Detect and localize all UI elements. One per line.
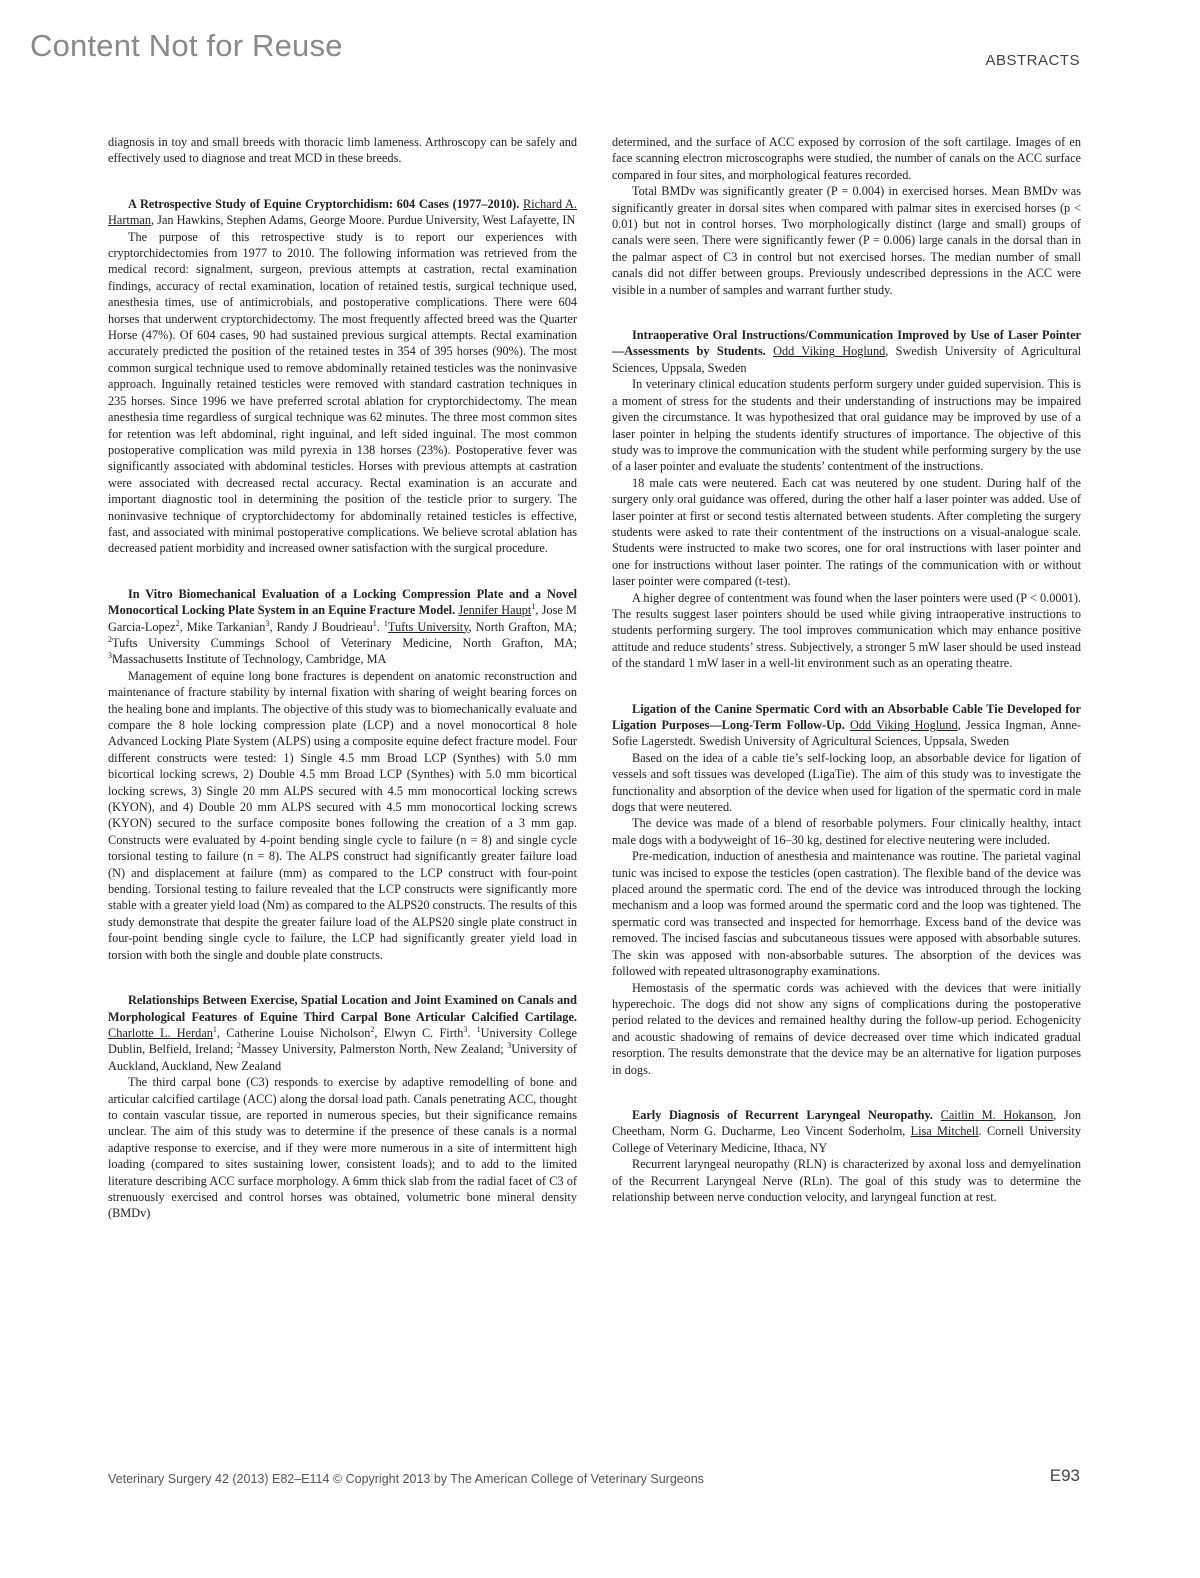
affiliation-name: Tufts University [387,619,469,634]
author-list: Tufts University Cummings School of Veterinary Medicine, North Grafton, MA; [112,635,577,650]
abstract-paragraph: The purpose of this retrospective study is to report our experiences with cryptorchidectomies from 1977 to 2010. The following information was retrieved from the medical record: signalment, surgeon, previous attempts at castration, rectal examination findings, accuracy of rectal examination, location of retained testis, surgical technique used, anesthesia times, use of antimicrobials, and postoperative complications. There were 604 horses that underwent cryptorchidectomy. The most frequently affected breed was the Quarter Horse (47%). Of 604 cases, 90 had sustained previous surgical attempts. Rectal examination accurately predicted the position of the retained testes in 354 of 395 horses (90%). The most common surgical technique used to remove abdominally retained testicles was the noninvasive approach. Inguinally retained testicles were removed with standard castration techniques in 235 horses. Since 1996 we have preferred scrotal ablation for cryptorchidectomy. The mean anesthesia time regardless of surgical technique was 62 minutes. The three most common sites for retention was left abdominal, right inguinal, and left sided inguinal. The most common postoperative complication was mild pyrexia in 138 horses (23%). Postoperative fever was significantly associated with abdominal testicles. Horses with previous attempts at castration were associated with decreased rectal accuracy. Rectal examination is an accurate and important diagnostic tool in determining the position of the testicle prior to surgery. The noninvasive technique of cryptorchidectomy for abdominally retained testicles is effective, fast, and associated with minimal postoperative complications. We believe scrotal ablation has decreased patient morbidity and increased owner satisfaction with the surgical procedure. [108,229,577,556]
abstract-paragraph: In veterinary clinical education students perform surgery under guided supervision. This is a moment of stress for the students and their understanding of instructions may be impaired given the circumstance. It was hypothesized that oral guidance may be improved by use of a laser pointer in helping the students identify structures of importance. The objective of this study was to improve the communication with the student while performing surgery by the use of a laser pointer and evaluate the students’ contentment of the instructions. [612,377,1081,474]
affiliation-marker: 1 [531,602,536,612]
abstract-title: A Retrospective Study of Equine Cryptorchidism: 604 Cases (1977–2010). [128,196,520,211]
author-list: , Elwyn C. Firth [374,1025,464,1040]
abstract-title: Ligation of the Canine Spermatic Cord with an Absorbable Cable Tie Developed for Ligation Purposes—Long-Term Follow-Up. [612,701,1081,732]
author-list: Massachusetts Institute of Technology, Cambridge, MA [112,652,387,667]
affiliation-marker: 3 [108,651,112,661]
affiliation-marker: 3 [265,618,270,628]
author-list: , Jessica Ingman, Anne-Sofie Lagerstedt. Swedish University of Agricultural Sciences, Uppsala, Sweden [612,718,1081,749]
watermark: Content Not for Reuse [30,28,343,63]
affiliation-marker: 1 [383,618,388,628]
author-list: University of Auckland, Auckland, New Zealand [108,1042,577,1073]
author-list: . [467,1025,477,1040]
author-list: Massey University, Palmerston North, New Zealand; [240,1042,508,1057]
abstract-paragraph: Recurrent laryngeal neuropathy (RLN) is characterized by axonal loss and demyelination of the Recurrent Laryngeal Nerve (RLn). The goal of this study was to determine the relationship between nerve conduction velocity, and laryngeal function at rest. [612,1157,1081,1204]
abstract-heading [612,701,1081,750]
page-number: E93 [1049,1466,1080,1485]
presenter-name: Charlotte L. Herdan [108,1025,213,1040]
affiliation-marker: 3 [507,1041,512,1051]
abstract-heading [612,1107,1081,1156]
abstract-paragraph: Total BMDv was significantly greater (P = 0.004) in exercised horses. Mean BMDv was significantly greater in dorsal sites when compared with palmar sites in exercised horses (p < 0.01) but not in control horses. Two morphologically distinct (large and small) groups of canals were seen. There were significantly fewer (P = 0.006) large canals in the dorsal than in the palmar aspect of C3 in control but not exercised horses. The median number of small canals did not differ between groups. Previously undescribed depressions in the ACC were visible in a number of samples and warrant further study. [612,184,1081,297]
abstract-heading [108,196,577,229]
author-list: . Cornell University College of Veterinary Medicine, Ithaca, NY [612,1124,1081,1155]
presenter-name: Odd Viking Hoglund [850,718,958,732]
abstract-heading [612,327,1081,376]
author-list: . [376,619,384,634]
affiliation-marker: 2 [370,1024,375,1034]
continuation-text: diagnosis in toy and small breeds with thoracic limb lameness. Arthroscopy can be safely and effectively used to diagnose and treat MCD in these breeds. [108,135,577,166]
author-list: , Mike Tarkanian [179,619,266,634]
abstract-paragraph: 18 male cats were neutered. Each cat was neutered by one student. During half of the surgery only oral guidance was offered, during the other half a laser pointer was added. Use of laser pointer at first or second testis alternated between students. After completing the surgery students were asked to rate their contentment of the instructions on a visual-analogue scale. Students were instructed to make two scores, one for oral instructions with laser pointer and one for instructions without laser pointer. The ratings of the communication with or without laser pointer were compared (t-test). [612,475,1081,589]
author-list: , Jan Hawkins, Stephen Adams, George Moore. Purdue University, West Lafayette, IN [151,213,576,228]
right-column [612,134,1081,1205]
presenter-name: Lisa Mitchell [910,1124,979,1139]
affiliation-marker: 2 [175,618,180,628]
author-list: , Catherine Louise Nicholson [216,1025,371,1040]
affiliation-marker: 2 [108,634,112,644]
abstract-locking-plate [108,586,577,963]
abstract-paragraph: Based on the idea of a cable tie’s self-locking loop, an absorbable device for ligation of vessels and soft tissues was developed (LigaTie). The aim of this study was to investigate the functionality and absorption of the device when used for ligation of the spermatic cord in male dogs that were neutered. [612,750,1081,815]
author-list: University College Dublin, Belfield, Ireland; [108,1025,577,1057]
affiliation-marker: 1 [476,1024,481,1034]
affiliation-marker: 1 [372,618,377,628]
abstract-laryngeal-neuropathy [612,1107,1081,1205]
author-list: , Jose M Garcia-Lopez [108,603,577,634]
left-column [108,134,577,1222]
author-list: , Swedish University of Agricultural Sciences, Uppsala, Sweden [612,344,1081,375]
section-label: ABSTRACTS [985,52,1080,69]
abstract-paragraph: A higher degree of contentment was found when the laser pointers were used (P < 0.0001). The results suggest laser pointers should be used while giving intraoperative instructions to students performing surgery. The tool improves communication which may enhance positive attitude and reduce students’ stress. Subjectively, a stronger 5 mW laser should be used instead of the standard 1 mW laser in a well-lit environment such as an operating theatre. [612,590,1081,671]
presenter-name: Odd Viking Hoglund [773,344,886,359]
author-list: , Jon Cheetham, Norm G. Ducharme, Leo Vincent Soderholm, [612,1107,1081,1139]
footer-citation: Veterinary Surgery 42 (2013) E82–E114 © Copyright 2013 by The American College of Veterinary Surgeons [108,1472,704,1486]
abstract-paragraph: Hemostasis of the spermatic cords was achieved with the devices that were initially hyperechoic. The dogs did not show any signs of complications during the postoperative period related to the devices and remained healthy during the follow-up period. Echogenicity and acoustic shadowing of remains of device decreased over time which indicated gradual resorption. The results demonstrate that the device may be an alternative for ligation purposes in dogs. [612,980,1081,1077]
affiliation-marker: 1 [212,1024,217,1034]
abstract-cryptorchidism [108,196,577,557]
abstract-paragraph: The third carpal bone (C3) responds to exercise by adaptive remodelling of bone and articular calcified cartilage (ACC) along the dorsal load path. Canals penetrating ACC, thought to contain vascular tissue, are reported in numerous species, but their significance remains unclear. The aim of this study was to determine if the presence of these canals is a normal adaptive response to exercise, and if they were more numerous in a site of intermittent high loading (compared to sites sustaining lower, consistent loads); and to add to the limited literature describing ACC surface morphology. A 6mm thick slab from the radial facet of C3 of strenuously exercised and control horses was obtained, volumetric bone mineral density (BMDv) [108,1075,577,1221]
presenter-name: Caitlin M. Hokanson [940,1107,1054,1122]
abstract-laser-pointer [612,327,1081,672]
abstract-carpal-cartilage [108,992,577,1222]
affiliation-marker: 3 [463,1024,468,1034]
abstract-title: Intraoperative Oral Instructions/Communication Improved by Use of Laser Pointer—Assessments by Students. [612,328,1081,359]
abstract-heading [108,992,577,1074]
affiliation-marker: 2 [236,1041,241,1051]
continuation-text: determined, and the surface of ACC exposed by corrosion of the soft cartilage. Images of en face scanning electron microscographs were studied, the number of canals on the ACC surface compared in four sites, and morphological features recorded. [612,135,1081,182]
abstract-paragraph: Management of equine long bone fractures is dependent on anatomic reconstruction and maintenance of fracture stability by internal fixation with sharing of weight bearing forces on the healing bone and implants. The objective of this study was to biomechanically evaluate and compare the 8 hole locking compression plate (LCP) and a novel monocortical 8 hole Advanced Locking Plate System (ALPS) using a composite equine defect fracture model. Four different constructs were tested: 1) Single 4.5 mm Broad LCP (Synthes) with 5.0 mm bicortical locking screws, 2) Double 4.5 mm Broad LCP (Synthes) with 5.0 mm bicortical locking screws, 3) Single 20 mm ALPS secured with 4.5 mm monocortical locking screws (KYON), and 4) Double 20 mm ALPS secured with 4.5 mm monocortical locking screws (KYON) secured to the surface composite bones following the creation of a 3 mm gap. Constructs were evaluated by 4-point bending single cycle to failure (n = 8) and single cycle torsional testing to failure (n = 8). The ALPS construct had significantly greater failure load (N) and displacement at failure (mm) as compared to the LCP construct with four-point bending. Torsional testing to failure revealed that the LCP constructs were significantly more stable with a greater yield load (Nm) as compared to the ALPS20 constructs. The results of this study demonstrate that despite the greater failure load of the ALPS20 single plate construct in four-point bending single cycle to failure, the LCP had significantly greater yield load in torsion with both the single and double plate constructs. [108,668,577,962]
author-list: , Randy J Boudrieau [269,619,373,634]
abstract-title: In Vitro Biomechanical Evaluation of a Locking Compression Plate and a Novel Monocortical Locking Plate System in an Equine Fracture Model. [108,586,577,618]
presenter-name: Richard A. Hartman [108,196,577,228]
abstract-paragraph: Pre-medication, induction of anesthesia and maintenance was routine. The parietal vaginal tunic was incised to expose the testicles (open castration). The flexible band of the device was placed around the spermatic cord. The end of the device was introduced through the locking mechanism and a loop was formed around the spermatic cord and the loop was tightened. The spermatic cord was transected and inspected for hemorrhage. Excess band of the device was removed. The incised fascias and subcutaneous tissues were apposed with absorbable sutures. The skin was apposed with non-absorbable sutures. The absorption of the devices was followed with repeated ultrasonography examinations. [612,849,1081,979]
presenter-name: Jennifer Haupt [458,603,532,618]
abstract-heading [108,586,577,668]
abstract-cable-tie [612,701,1081,1078]
abstract-title: Early Diagnosis of Recurrent Laryngeal Neuropathy. [632,1107,933,1122]
abstract-title: Relationships Between Exercise, Spatial Location and Joint Examined on Canals and Morphological Features of Equine Third Carpal Bone Articular Calcified Cartilage. [108,993,577,1024]
abstract-paragraph: The device was made of a blend of resorbable polymers. Four clinically healthy, intact male dogs with a bodyweight of 16–30 kg, destined for elective neutering were included. [612,816,1081,847]
author-list: , North Grafton, MA; [468,619,577,634]
